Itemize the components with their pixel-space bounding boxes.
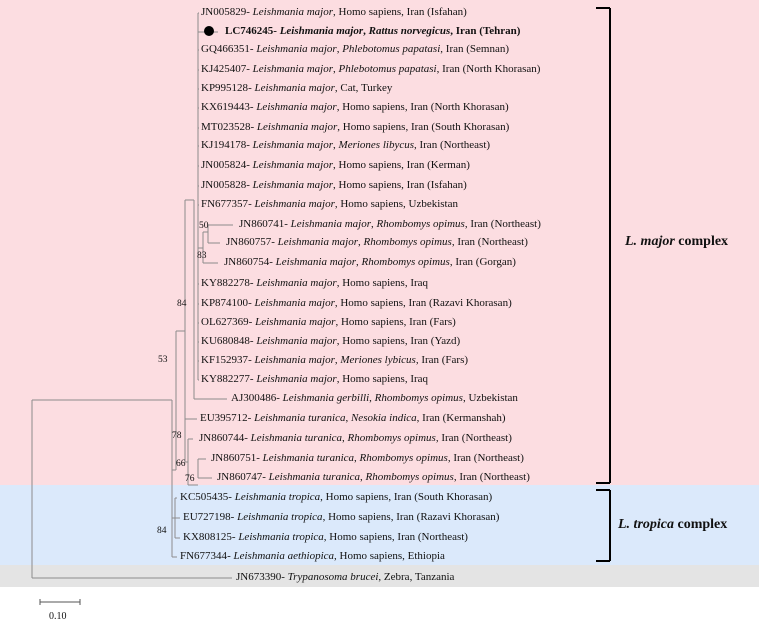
- accession-number: FN677344: [180, 550, 228, 562]
- leaf-label: GQ466351- Leishmania major, Phlebotomus papatasi, Iran (Semnan): [201, 43, 510, 55]
- leaf-label: EU395712- Leishmania turanica, Nesokia indica, Iran (Kermanshah): [200, 412, 506, 424]
- location: Iran (Northeast): [397, 531, 468, 543]
- leaf-label: LC746245- Leishmania major, Rattus norvegicus, Iran (Tehran): [225, 25, 521, 37]
- location: Iran (Gorgan): [455, 256, 516, 268]
- location: Iran (South Khorasan): [410, 121, 510, 133]
- species-name: Leishmania major: [275, 256, 357, 268]
- host-name: Rhombomys opimus: [361, 256, 450, 268]
- species-name: Trypanosoma brucei: [287, 571, 379, 583]
- species-name: Leishmania turanica: [268, 471, 361, 483]
- host-name: Homo sapiens: [325, 491, 389, 503]
- accession-number: GQ466351: [201, 43, 250, 55]
- host-name: Rhombomys opimus: [365, 471, 454, 483]
- host-name: Homo sapiens: [340, 316, 404, 328]
- leaf-label: JN860747- Leishmania turanica, Rhombomys opimus, Iran (Northeast): [217, 471, 530, 483]
- bootstrap-value: 83: [197, 251, 207, 261]
- host-name: Homo sapiens: [329, 531, 392, 543]
- leaf-label: JN005824- Leishmania major, Homo sapiens, Iran (Kerman): [201, 159, 470, 171]
- species-name: Leishmania major: [279, 25, 364, 37]
- leaf-label: JN673390- Trypanosoma brucei, Zebra, Tanzania: [236, 571, 455, 583]
- location: Iran (Northeast): [459, 471, 530, 483]
- accession-number: KP995128: [201, 82, 249, 94]
- host-name: Zebra: [383, 571, 410, 583]
- host-name: Cat: [340, 82, 356, 94]
- species-name: Leishmania major: [254, 82, 335, 94]
- host-name: Phlebotomus papatasi: [338, 63, 437, 75]
- highlight-dot-icon: [204, 26, 214, 36]
- accession-number: JN005828: [201, 179, 247, 191]
- host-name: Homo sapiens: [340, 198, 403, 210]
- leaf-label: KP995128- Leishmania major, Cat, Turkey: [201, 82, 393, 94]
- species-name: Leishmania turanica: [262, 452, 355, 464]
- location: Iran (Semnan): [445, 43, 510, 55]
- location: Iran (Fars): [409, 316, 456, 328]
- species-name: Leishmania major: [252, 159, 334, 171]
- bootstrap-value: 50: [199, 221, 209, 231]
- location: Iran (South Khorasan): [393, 491, 493, 503]
- accession-number: JN005829: [201, 6, 247, 18]
- location: Iran (Kerman): [406, 159, 470, 171]
- leaf-label: KJ194178- Leishmania major, Meriones libycus, Iran (Northeast): [201, 139, 491, 151]
- leaf-label: FN677357- Leishmania major, Homo sapiens, Uzbekistan: [201, 198, 458, 210]
- host-name: Rhombomys opimus,: [347, 432, 439, 444]
- accession-number: FN677357: [201, 198, 249, 210]
- bootstrap-value: 66: [176, 459, 186, 469]
- accession-number: KX808125: [183, 531, 232, 543]
- species-name: Leishmania turanica: [250, 432, 343, 444]
- location: Iran (Kermanshah): [422, 412, 506, 424]
- scale-bar-label: 0.10: [49, 611, 67, 622]
- location: Iraq: [410, 277, 429, 289]
- tropica-complex-label: L. tropica complex: [618, 517, 728, 532]
- accession-number: KU680848: [201, 335, 250, 347]
- species-name: Leishmania major: [252, 63, 334, 75]
- location: Iran (Tehran): [455, 25, 521, 37]
- leaf-label: MT023528- Leishmania major, Homo sapiens, Iran (South Khorasan): [201, 121, 510, 133]
- host-name: Phlebotomus papatasi: [342, 43, 441, 55]
- accession-number: JN673390: [236, 571, 282, 583]
- leaf-label: KJ425407- Leishmania major, Phlebotomus papatasi, Iran (North Khorasan): [201, 63, 541, 75]
- location: Iran (Yazd): [410, 335, 461, 347]
- species-name: Leishmania turanica: [254, 412, 346, 424]
- species-name: Leishmania gerbilli: [282, 392, 370, 404]
- accession-number: JN005824: [201, 159, 247, 171]
- species-name: Leishmania tropica: [238, 531, 324, 543]
- location: Tanzania: [414, 571, 455, 583]
- host-name: Homo sapiens: [340, 297, 403, 309]
- accession-number: EU727198: [183, 511, 231, 523]
- bootstrap-value: 84: [157, 526, 167, 536]
- host-name: Homo sapiens: [338, 179, 402, 191]
- accession-number: JN860751: [211, 452, 257, 464]
- species-name: Leishmania major: [277, 236, 359, 248]
- location: Iran (Fars): [421, 354, 469, 366]
- host-name: Rattus norvegicus: [368, 25, 451, 37]
- location: Iran (North Khorasan): [442, 63, 541, 75]
- accession-number: AJ300486: [231, 392, 277, 404]
- location: Uzbekistan: [468, 392, 518, 404]
- species-name: Leishmania major: [252, 6, 334, 18]
- major-complex-label: L. major complex: [625, 234, 729, 249]
- leaf-label: KX808125- Leishmania tropica, Homo sapiens, Iran (Northeast): [183, 531, 468, 543]
- species-name: Leishmania major: [252, 179, 334, 191]
- leaf-label: KX619443- Leishmania major, Homo sapiens, Iran (North Khorasan): [201, 101, 509, 113]
- species-name: Leishmania tropica: [237, 511, 323, 523]
- host-name: Homo sapiens: [338, 6, 402, 18]
- accession-number: KJ425407: [201, 63, 247, 75]
- host-name: Homo sapiens: [342, 335, 405, 347]
- accession-number: KY882278: [201, 277, 250, 289]
- host-name: Homo sapiens: [342, 121, 406, 133]
- host-name: Homo sapiens: [342, 277, 405, 289]
- species-name: Leishmania major: [252, 139, 334, 151]
- location: Iran (Northeast): [470, 218, 541, 230]
- accession-number: KY882277: [201, 373, 250, 385]
- host-name: Meriones libycus: [338, 139, 414, 151]
- host-name: Rhombomys opimus: [363, 236, 452, 248]
- location: Iran (Northeast): [457, 236, 528, 248]
- leaf-label: JN005828- Leishmania major, Homo sapiens, Iran (Isfahan): [201, 179, 467, 191]
- location: Ethiopia: [407, 550, 445, 562]
- host-name: Nesokia indica: [350, 412, 417, 424]
- accession-number: KJ194178: [201, 139, 247, 151]
- accession-number: OL627369: [201, 316, 249, 328]
- accession-number: KP874100: [201, 297, 249, 309]
- leaf-label: JN005829- Leishmania major, Homo sapiens, Iran (Isfahan): [201, 6, 467, 18]
- host-name: Homo sapiens: [339, 550, 403, 562]
- species-name: Leishmania major: [256, 121, 338, 133]
- location: Iran (Northeast): [441, 432, 512, 444]
- accession-number: JN860741: [239, 218, 285, 230]
- accession-number: KX619443: [201, 101, 250, 113]
- host-name: Homo sapiens: [342, 101, 405, 113]
- accession-number: JN860754: [224, 256, 270, 268]
- accession-number: EU395712: [200, 412, 248, 424]
- bootstrap-value: 76: [185, 474, 195, 484]
- location: Iran (Northeast): [419, 139, 491, 151]
- species-name: Leishmania major: [254, 297, 335, 309]
- accession-number: MT023528: [201, 121, 251, 133]
- location: Iran (Razavi Khorasan): [396, 511, 500, 523]
- species-name: Leishmania major: [255, 316, 336, 328]
- species-name: Leishmania major: [256, 43, 337, 55]
- species-name: Leishmania major: [256, 373, 337, 385]
- species-name: Leishmania major: [290, 218, 372, 230]
- leaf-label: JN860751- Leishmania turanica, Rhombomys opimus, Iran (Northeast): [211, 452, 524, 464]
- host-name: Rhombomys opimus: [376, 218, 465, 230]
- host-name: Homo sapiens: [342, 373, 405, 385]
- location: Turkey: [360, 82, 393, 94]
- leaf-label: KY882278- Leishmania major, Homo sapiens, Iraq: [201, 277, 429, 289]
- location: Iraq: [410, 373, 429, 385]
- location: Iran (Isfahan): [406, 179, 467, 191]
- location: Iran (North Khorasan): [410, 101, 509, 113]
- location: Uzbekistan: [408, 198, 458, 210]
- species-name: Leishmania aethiopica: [233, 550, 335, 562]
- species-name: Leishmania major: [256, 277, 337, 289]
- host-name: Homo sapiens: [328, 511, 391, 523]
- host-name: Rhombomys opimus,: [359, 452, 451, 464]
- leaf-label: EU727198- Leishmania tropica, Homo sapiens, Iran (Razavi Khorasan): [183, 511, 500, 523]
- leaf-label: OL627369- Leishmania major, Homo sapiens, Iran (Fars): [201, 316, 456, 328]
- host-name: Homo sapiens: [338, 159, 402, 171]
- host-name: Meriones lybicus,: [340, 354, 419, 366]
- species-name: Leishmania major: [256, 101, 337, 113]
- leaf-label: KY882277- Leishmania major, Homo sapiens, Iraq: [201, 373, 429, 385]
- bootstrap-value: 84: [177, 299, 187, 309]
- location: Iran (Northeast): [453, 452, 524, 464]
- leaf-label: KC505435- Leishmania tropica, Homo sapiens, Iran (South Khorasan): [180, 491, 493, 503]
- leaf-label: JN860757- Leishmania major, Rhombomys opimus, Iran (Northeast): [226, 236, 528, 248]
- leaf-label: KP874100- Leishmania major, Homo sapiens, Iran (Razavi Khorasan): [201, 297, 512, 309]
- accession-number: KF152937: [201, 354, 249, 366]
- host-name: Rhombomys opimus: [374, 392, 463, 404]
- species-name: Leishmania major: [256, 335, 337, 347]
- location: Iran (Isfahan): [406, 6, 467, 18]
- accession-number: JN860747: [217, 471, 263, 483]
- accession-number: JN860744: [199, 432, 245, 444]
- leaf-label: KU680848- Leishmania major, Homo sapiens, Iran (Yazd): [201, 335, 461, 347]
- species-name: Leishmania tropica: [234, 491, 321, 503]
- accession-number: LC746245: [225, 25, 274, 37]
- leaf-label: AJ300486- Leishmania gerbilli, Rhombomys opimus, Uzbekistan: [231, 392, 518, 404]
- accession-number: KC505435: [180, 491, 229, 503]
- leaf-label: JN860754- Leishmania major, Rhombomys opimus, Iran (Gorgan): [224, 256, 516, 268]
- species-name: Leishmania major: [254, 354, 335, 366]
- location: Iran (Razavi Khorasan): [408, 297, 512, 309]
- bootstrap-value: 78: [172, 431, 182, 441]
- bootstrap-value: 53: [158, 355, 168, 365]
- leaf-label: JN860741- Leishmania major, Rhombomys opimus, Iran (Northeast): [239, 218, 541, 230]
- accession-number: JN860757: [226, 236, 272, 248]
- leaf-label: KF152937- Leishmania major, Meriones lybicus, Iran (Fars): [201, 354, 469, 366]
- leaf-label: FN677344- Leishmania aethiopica, Homo sapiens, Ethiopia: [180, 550, 445, 562]
- leaf-label: JN860744- Leishmania turanica, Rhombomys opimus, Iran (Northeast): [199, 432, 512, 444]
- species-name: Leishmania major: [254, 198, 335, 210]
